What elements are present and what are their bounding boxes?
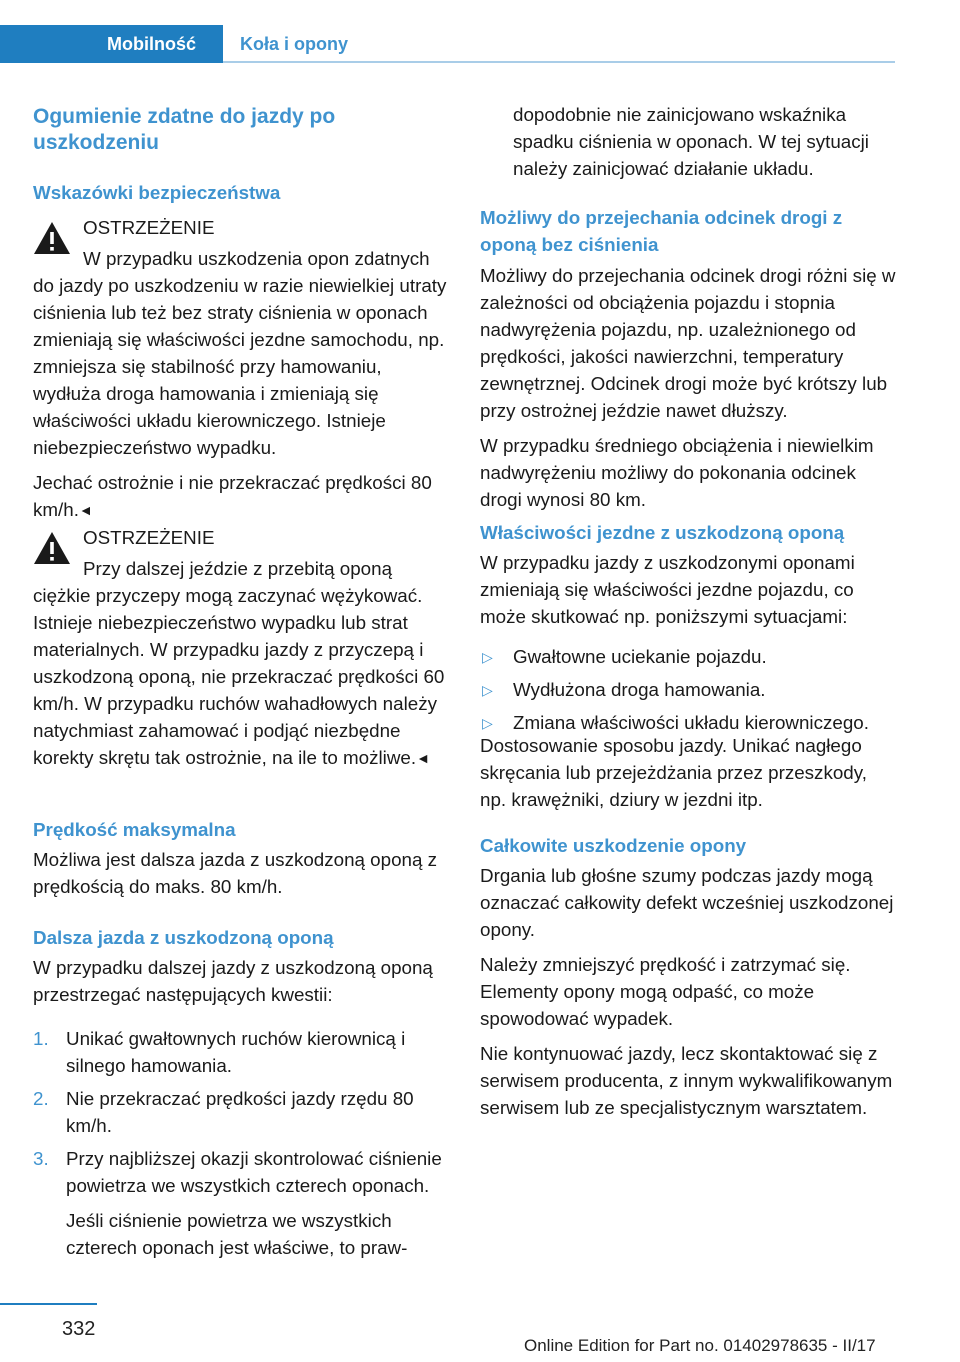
steps-list	[33, 1025, 451, 1261]
heading-properties: Właściwości jezdne z uszkodzoną oponą	[480, 522, 845, 543]
end-mark-icon: ◄	[78, 502, 93, 518]
footer-edition: Online Edition for Part no. 01402978635 - II/17	[524, 1336, 876, 1355]
step-number: 2.	[33, 1088, 49, 1109]
warning-box-trailer	[33, 524, 451, 772]
adapt-text: Dostosowanie sposobu jazdy. Unikać nagłego skręcania lub przejeżdżania przez przeszkody, np. krawężniki, dziury w jezdni itp.	[480, 735, 867, 810]
step-text: Przy najbliższej okazji skontrolować ciśnienie powietrza we wszystkich czterech oponach.	[66, 1148, 442, 1196]
continue-text: W przypadku dalszej jazdy z uszkodzoną oponą przestrzegać następujących kwestii:	[33, 957, 433, 1005]
warning-title: OSTRZEŻENIE	[83, 217, 215, 238]
range-text-2: W przypadku średniego obciążenia i niewielkim nadwyrężeniu możliwy do pokonania odcinek drogi wynosi 80 km.	[480, 435, 874, 510]
triangle-bullet-icon: ▷	[482, 682, 493, 698]
warning-box	[33, 214, 451, 524]
list-item	[33, 1085, 451, 1139]
list-item	[33, 1025, 451, 1079]
step-number: 3.	[33, 1148, 49, 1169]
effects-list	[480, 643, 898, 736]
bullet-text: Wydłużona droga hamowania.	[513, 679, 766, 700]
tab-mobilnosc: Mobilność	[0, 25, 223, 63]
warning-text	[33, 245, 451, 461]
heading-range: Możliwy do przejechania odcinek drogi z oponą bez ciśnienia	[480, 207, 843, 255]
warning-text-body: Przy dalszej jeździe z przebitą oponą ciężkie przyczepy mogą zaczynać wężykować. Istnieje niebezpieczeństwo wypadku lub strat materialnych. W przypadku jazdy z przyczepą i uszkodzoną oponą, nie przekraczać prędkości 60 km/h. W przypadku ruchów wahadłowych należy natychmiast zahamować i podjąć niezbędne korekty skrętu tak ostrożnie, na ile to możliwe.	[33, 558, 445, 768]
warning-triangle-icon	[33, 531, 71, 565]
triangle-bullet-icon: ▷	[482, 715, 493, 731]
step-text: Unikać gwałtownych ruchów kierownicą i silnego hamowania.	[66, 1028, 406, 1076]
range-block	[480, 254, 898, 513]
warning-triangle-icon	[33, 221, 71, 255]
failure-text-2: Należy zmniejszyć prędkość i zatrzymać się. Elementy opony mogą odpaść, co może spowodować wypadek.	[480, 954, 851, 1029]
warning-text-body: W przypadku uszkodzenia opon zdatnych do jazdy po uszkodzeniu w razie niewielkiej utraty ciśnienia lub też bez straty ciśnienia w oponach zmieniają się właściwości jezdne samochodu, np. zmniejsza się stabilność przy hamowaniu, wydłuża droga hamowania i zmieniają się właściwości układu kierowniczego. Istnieje niebezpieczeństwo wypadku.	[33, 248, 447, 458]
footer-rule	[0, 1303, 97, 1305]
header-rule	[223, 61, 895, 63]
heading-max-speed: Prędkość maksymalna	[33, 819, 236, 840]
warning-title: OSTRZEŻENIE	[83, 527, 215, 548]
bullet-text: Zmiana właściwości układu kierowniczego.	[513, 712, 869, 733]
warning-action-text: Jechać ostrożnie i nie przekraczać prędkości 80 km/h.	[33, 472, 432, 520]
heading-failure: Całkowite uszkodzenie opony	[480, 835, 747, 856]
failure-text-1: Drgania lub głośne szumy podczas jazdy mogą oznaczać całkowity defekt wcześniej uszkodzonej opony.	[480, 865, 894, 940]
list-item	[33, 1145, 451, 1261]
failure-text-3: Nie kontynuować jazdy, lecz skontaktować się z serwisem producenta, z innym wykwalifikowanym serwisem lub ze specjalistycznym warsztatem.	[480, 1043, 893, 1118]
list-item	[480, 643, 898, 670]
triangle-bullet-icon: ▷	[482, 649, 493, 665]
heading-continue: Dalsza jazda z uszkodzoną oponą	[33, 927, 334, 948]
continued-text: dopodobnie nie zainicjowano wskaźnika spadku ciśnienia w oponach. W tej sytuacji należy zainicjować działanie układu.	[513, 104, 869, 179]
page-number: 332	[62, 1318, 96, 1340]
properties-text: W przypadku jazdy z uszkodzonymi oponami zmieniają się właściwości jezdne pojazdu, co może skutkować np. poniższymi sytuacjami:	[480, 552, 855, 627]
step-text: Nie przekraczać prędkości jazdy rzędu 80 km/h.	[66, 1088, 414, 1136]
end-mark-icon: ◄	[416, 750, 430, 766]
heading-safety: Wskazówki bezpieczeństwa	[33, 182, 281, 203]
warning-text	[33, 555, 451, 772]
list-item	[480, 676, 898, 703]
tab-kola-i-opony: Koła i opony	[240, 34, 348, 54]
failure-block	[480, 854, 898, 1121]
range-text: Możliwy do przejechania odcinek drogi różni się w zależności od obciążenia pojazdu i stopnia nadwyrężenia pojazdu, np. uzależnionego od prędkości, jakości nawierzchni, temperatury zewnętrznej. Odcinek drogi może być krótszy lub przy ostrożnej jeździe nawet dłuższy.	[480, 265, 896, 421]
step-3-note: Jeśli ciśnienie powietrza we wszystkich czterech oponach jest właściwe, to praw-	[66, 1210, 408, 1258]
bullet-text: Gwałtowne uciekanie pojazdu.	[513, 646, 767, 667]
max-speed-text: Możliwa jest dalsza jazda z uszkodzoną oponą z prędkością do maks. 80 km/h.	[33, 849, 438, 897]
section-title-run-flat: Ogumienie zdatne do jazdy po uszkodzeniu	[33, 105, 336, 154]
step-number: 1.	[33, 1028, 49, 1049]
warning-action	[33, 469, 451, 524]
